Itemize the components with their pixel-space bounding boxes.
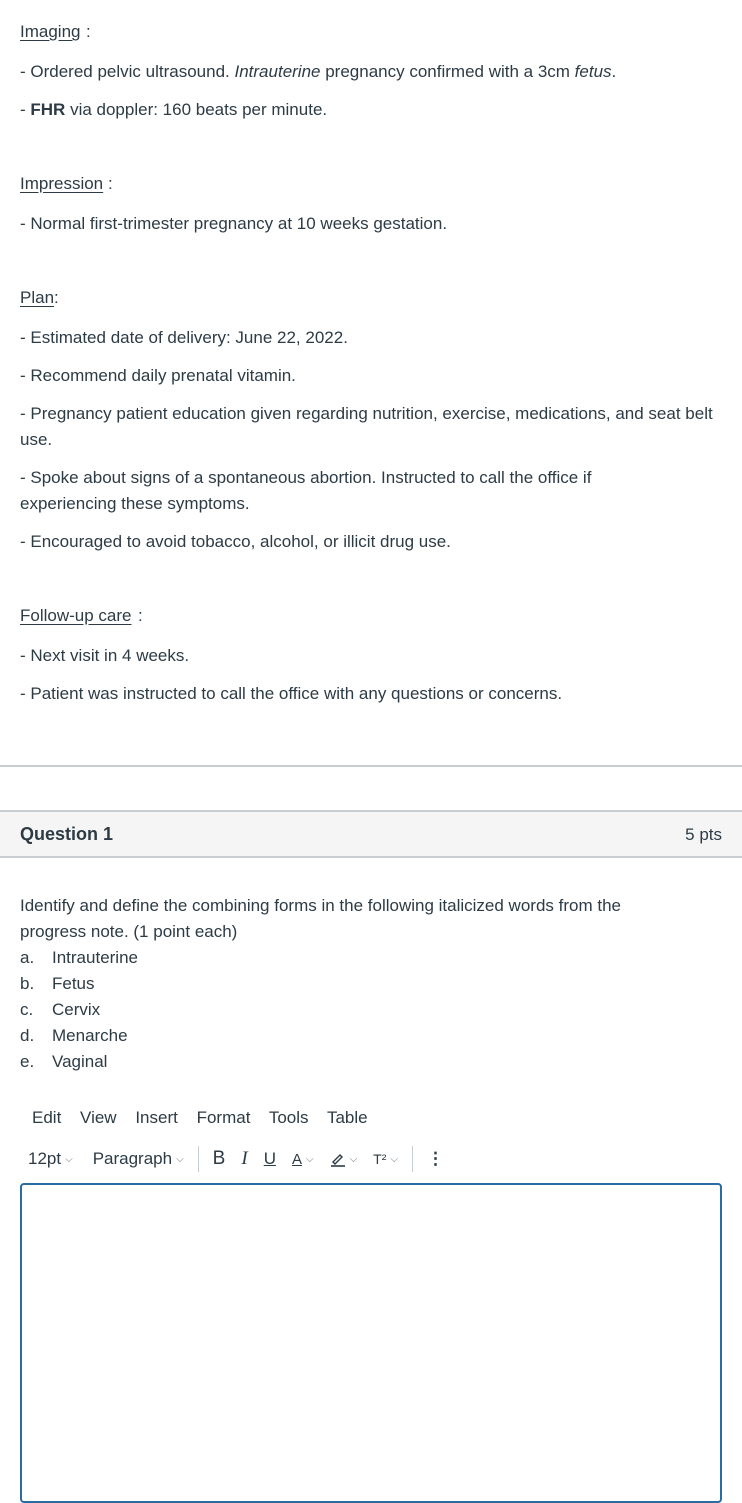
underline-button[interactable] <box>256 1145 284 1173</box>
followup-heading: Follow-up care <box>20 606 132 625</box>
plan-line-5: - Encouraged to avoid tobacco, alcohol, or illicit drug use. <box>20 532 451 551</box>
chevron-down-icon: ⌵ <box>390 1153 398 1165</box>
menu-table[interactable]: Table <box>326 1108 368 1127</box>
menu-view[interactable]: View <box>80 1108 117 1127</box>
question-points: 5 pts <box>685 825 722 844</box>
option-e: e. Vaginal <box>20 1052 108 1071</box>
font-size-select[interactable] <box>20 1145 81 1173</box>
followup-line-2: - Patient was instructed to call the office with any questions or concerns. <box>20 684 563 703</box>
plan-heading: Plan <box>20 288 55 307</box>
menu-edit[interactable]: Edit <box>32 1108 62 1127</box>
highlight-pen-icon <box>330 1151 346 1167</box>
imaging-colon: : <box>86 22 91 41</box>
plan-line-2: - Recommend daily prenatal vitamin. <box>20 366 296 385</box>
plan-line-3: - Pregnancy patient education given regarding nutrition, exercise, medications, and seat belt use. <box>20 404 713 449</box>
bold-button[interactable] <box>205 1145 234 1173</box>
impression-colon: : <box>108 174 113 193</box>
plan-line-4: - Spoke about signs of a spontaneous abortion. Instructed to call the office if experiencing these symptoms. <box>20 468 592 513</box>
chevron-down-icon: ⌵ <box>65 1153 73 1165</box>
superscript-button[interactable] <box>365 1145 406 1173</box>
text-color-icon: A <box>291 1150 302 1168</box>
option-b: b. Fetus <box>20 974 95 993</box>
block-format-value: Paragraph <box>92 1149 173 1168</box>
imaging-line-2: - FHR via doppler: 160 beats per minute. <box>20 100 328 119</box>
question-prompt: Identify and define the combining forms in the following italicized words from the progress note. (1 point each) <box>20 896 621 941</box>
italic-button[interactable] <box>233 1145 255 1173</box>
followup-line-1: - Next visit in 4 weeks. <box>20 646 190 665</box>
underline-icon: U <box>263 1149 276 1168</box>
font-size-value: 12pt <box>28 1149 62 1168</box>
section-divider <box>0 765 742 767</box>
impression-line-1: - Normal first-trimester pregnancy at 10 weeks gestation. <box>20 214 448 233</box>
chevron-down-icon: ⌵ <box>176 1153 184 1165</box>
plan-colon: : <box>54 288 59 307</box>
editor-toolbar <box>20 1144 452 1174</box>
question-title: Question 1 <box>20 824 114 844</box>
question-header <box>0 810 742 858</box>
toolbar-separator <box>412 1146 413 1172</box>
more-options-button[interactable] <box>419 1145 452 1173</box>
menu-insert[interactable]: Insert <box>135 1108 178 1127</box>
more-vertical-icon: ⋮ <box>426 1149 444 1168</box>
impression-heading: Impression <box>20 174 104 193</box>
text-color-button[interactable] <box>284 1145 322 1173</box>
option-c: c. Cervix <box>20 1000 101 1019</box>
answer-editor[interactable] <box>20 1183 722 1503</box>
superscript-icon: T² <box>373 1151 387 1167</box>
chevron-down-icon: ⌵ <box>349 1153 358 1165</box>
chevron-down-icon: ⌵ <box>305 1153 314 1165</box>
block-format-select[interactable] <box>85 1145 192 1173</box>
plan-line-1: - Estimated date of delivery: June 22, 2022. <box>20 328 348 347</box>
imaging-heading: Imaging <box>20 22 81 41</box>
menu-format[interactable]: Format <box>196 1108 251 1127</box>
highlight-button[interactable] <box>322 1145 366 1173</box>
followup-colon: : <box>138 606 143 625</box>
option-d: d. Menarche <box>20 1026 128 1045</box>
menu-tools[interactable]: Tools <box>268 1108 309 1127</box>
editor-menubar <box>32 1108 382 1128</box>
bold-icon: B <box>212 1148 226 1169</box>
imaging-line-1: - Ordered pelvic ultrasound. Intrauterine pregnancy confirmed with a 3cm fetus. <box>20 62 617 81</box>
italic-icon: I <box>241 1148 248 1169</box>
toolbar-separator <box>198 1146 199 1172</box>
option-a: a. Intrauterine <box>20 948 138 967</box>
